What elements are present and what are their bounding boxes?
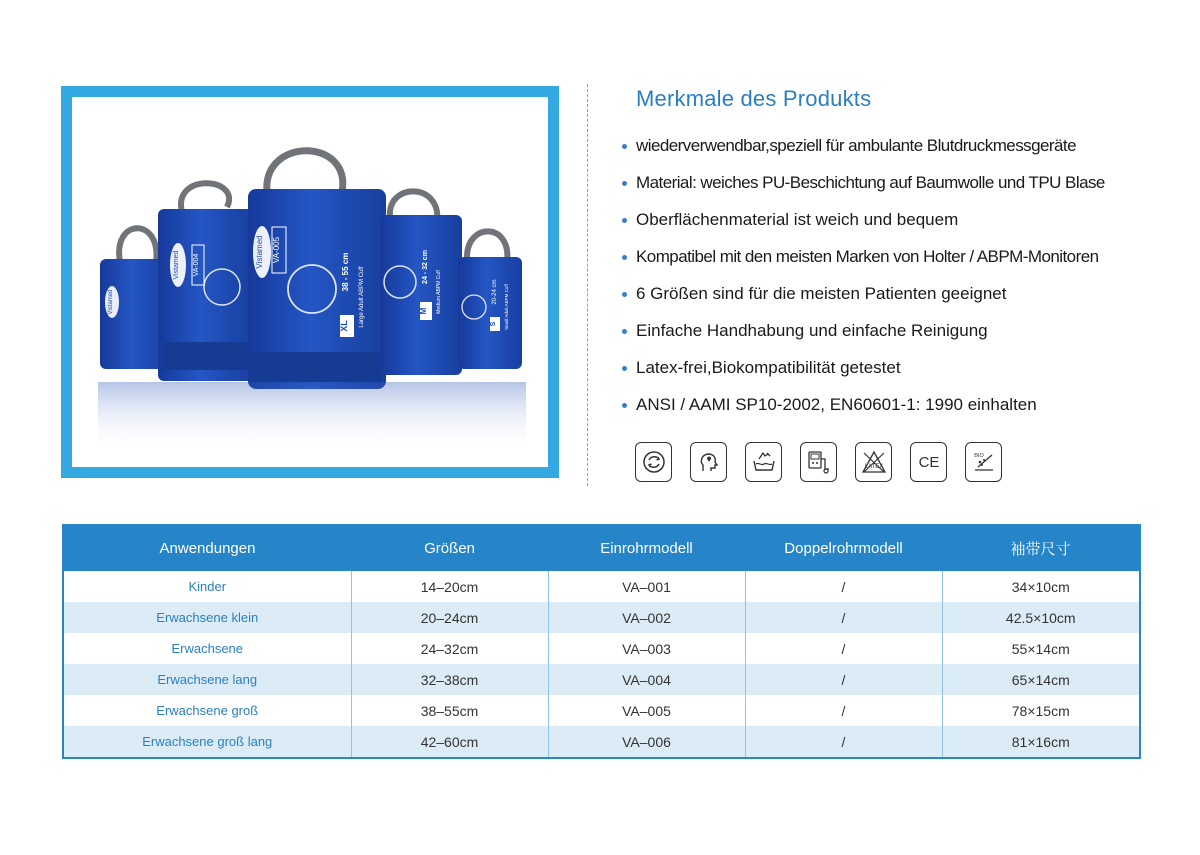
cell-double-tube: / [745, 695, 942, 726]
cuff-range: 20-24 cm [492, 279, 498, 305]
cuff-m [380, 215, 462, 375]
cell-application: Erwachsene klein [63, 602, 351, 633]
column-divider [587, 84, 588, 486]
cell-cuff-size: 55×14cm [942, 633, 1140, 664]
cell-cuff-size: 78×15cm [942, 695, 1140, 726]
biocompatible-icon [965, 442, 1002, 482]
cuff-brand: Vistamed [255, 235, 264, 269]
cuff-s [458, 257, 522, 369]
comfort-icon [690, 442, 727, 482]
cuff-subtext: Medium ABPM Cuff [436, 270, 442, 314]
reusable-icon [635, 442, 672, 482]
cell-size: 42–60cm [351, 726, 548, 758]
table-row [63, 633, 1140, 664]
cell-size: 38–55cm [351, 695, 548, 726]
monitor-compatible-icon [800, 442, 837, 482]
cell-size: 32–38cm [351, 664, 548, 695]
table-row [63, 664, 1140, 695]
floor-reflection [98, 382, 526, 452]
cell-cuff-size: 65×14cm [942, 664, 1140, 695]
cell-double-tube: / [745, 664, 942, 695]
features-list [622, 132, 1105, 428]
feature-item: wiederverwendbar,speziell für ambulante Blutdruckmessgeräte [622, 132, 1105, 169]
cell-single-tube: VA–002 [548, 602, 745, 633]
features-title: Merkmale des Produkts [636, 86, 872, 111]
cell-single-tube: VA–001 [548, 571, 745, 602]
table-row [63, 571, 1140, 602]
ce-mark-icon [910, 442, 947, 482]
cuff-va-004 [158, 209, 253, 381]
latex-free-icon [855, 442, 892, 482]
cuff-size-label: M [419, 307, 428, 315]
cell-single-tube: VA–005 [548, 695, 745, 726]
cuffs-illustration [72, 97, 548, 467]
feature-icons [635, 442, 1002, 482]
bio-label: BIO [973, 453, 984, 459]
table-row [63, 726, 1140, 758]
header-groessen: Größen [351, 525, 548, 571]
product-photo-frame [61, 86, 559, 478]
cuff-size-label: S [490, 321, 497, 327]
cuff-va-005 [248, 189, 386, 389]
table-header-row [63, 525, 1140, 571]
feature-item: Oberflächenmaterial ist weich und bequem [622, 206, 1105, 243]
feature-item: Kompatibel mit den meisten Marken von Holter / ABPM-Monitoren [622, 243, 1105, 280]
header-anwendungen: Anwendungen [63, 525, 351, 571]
cell-double-tube: / [745, 726, 942, 758]
cell-application: Erwachsene groß [63, 695, 351, 726]
feature-item: ANSI / AAMI SP10-2002, EN60601-1: 1990 einhalten [622, 391, 1105, 428]
cell-size: 14–20cm [351, 571, 548, 602]
cell-double-tube: / [745, 633, 942, 664]
cuff-subtext: Large Adult ABPM Cuff [359, 266, 365, 328]
cell-application: Erwachsene groß lang [63, 726, 351, 758]
tube [119, 228, 156, 262]
feature-item: Einfache Handhabung und einfache Reinigung [622, 317, 1105, 354]
cuff-subtext: Small Adult ABPM Cuff [504, 284, 509, 330]
cell-cuff-size: 34×10cm [942, 571, 1140, 602]
washable-icon [745, 442, 782, 482]
tube [181, 183, 229, 212]
product-photo [72, 97, 548, 467]
cell-double-tube: / [745, 602, 942, 633]
cell-size: 20–24cm [351, 602, 548, 633]
header-einrohrmodell: Einrohrmodell [548, 525, 745, 571]
cuff-range: 24 - 32 cm [422, 250, 429, 284]
feature-item: Material: weiches PU-Beschichtung auf Baumwolle und TPU Blase [622, 169, 1105, 206]
cell-size: 24–32cm [351, 633, 548, 664]
cuff-brand: Vistamed [108, 289, 114, 315]
feature-item: 6 Größen sind für die meisten Patienten geeignet [622, 280, 1105, 317]
ce-label: CE [918, 454, 939, 471]
cuff-range: 38 - 55 cm [341, 252, 350, 292]
cell-application: Erwachsene [63, 633, 351, 664]
feature-item: Latex-frei,Biokompatibilität getestet [622, 354, 1105, 391]
cuff-model: VA-005 [272, 236, 281, 264]
cuff-model: VA-004 [193, 253, 200, 277]
latex-label: LATEX [864, 464, 883, 470]
cell-cuff-size: 81×16cm [942, 726, 1140, 758]
table-row [63, 695, 1140, 726]
cell-application: Erwachsene lang [63, 664, 351, 695]
header-doppelrohrmodell: Doppelrohrmodell [745, 525, 942, 571]
cell-application: Kinder [63, 571, 351, 602]
cuff-size-label: XL [339, 320, 349, 332]
tube [267, 151, 343, 192]
table-row [63, 602, 1140, 633]
header-cuff-size: 袖带尺寸 [942, 525, 1140, 571]
cell-single-tube: VA–006 [548, 726, 745, 758]
cuff-brand: Vistamed [173, 250, 180, 280]
size-table [62, 524, 1141, 759]
cell-cuff-size: 42.5×10cm [942, 602, 1140, 633]
cell-single-tube: VA–003 [548, 633, 745, 664]
cell-double-tube: / [745, 571, 942, 602]
cell-single-tube: VA–004 [548, 664, 745, 695]
